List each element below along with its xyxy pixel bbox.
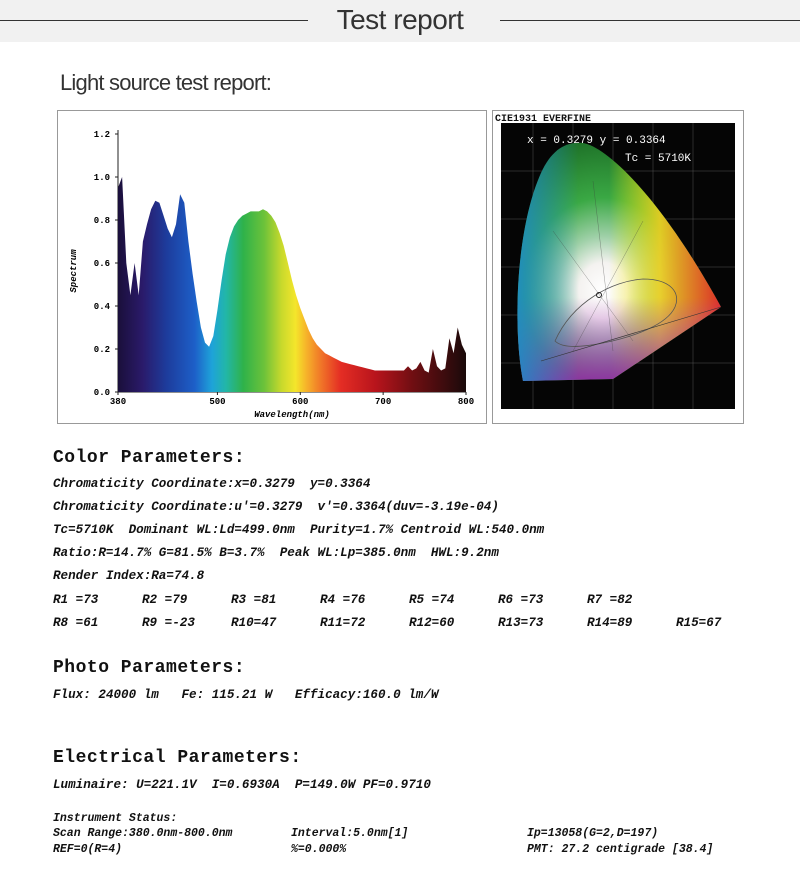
spectrum-xlabel: Wavelength(nm) — [254, 410, 330, 420]
chromaticity-uv-line: Chromaticity Coordinate:u'=0.3279 v'=0.3364(duv=-3.19e-04) — [53, 500, 499, 514]
report-subtitle: Light source test report: — [60, 70, 272, 95]
render-index-line: Render Index:Ra=74.8 — [53, 569, 205, 583]
x-tick-label: 600 — [292, 397, 309, 407]
instrument-ref: REF=0(R=4) — [53, 843, 123, 856]
y-tick-label: 0.0 — [93, 388, 110, 398]
x-tick-label: 380 — [109, 397, 127, 407]
render-value-r7: R7 =82 — [587, 593, 633, 607]
electrical-parameters-line: Luminaire: U=221.1V I=0.6930A P=149.0W PF=0.9710 — [53, 778, 431, 792]
color-parameters-title: Color Parameters: — [53, 448, 246, 468]
y-tick-label: 1.0 — [93, 173, 110, 183]
cie-color-temperature: Tc = 5710K — [625, 153, 692, 165]
page-title: Test report — [336, 4, 464, 35]
render-value-r2: R2 =79 — [142, 593, 188, 607]
instrument-percent: %=0.000% — [291, 843, 347, 856]
instrument-status-title: Instrument Status: — [53, 812, 178, 825]
spectrum-ylabel: Spectrum — [69, 249, 79, 293]
y-tick-label: 0.2 — [93, 345, 110, 355]
render-value-r8: R8 =61 — [53, 616, 99, 630]
render-value-r15: R15=67 — [676, 616, 722, 630]
render-value-r5: R5 =74 — [409, 593, 455, 607]
y-tick-label: 0.8 — [93, 216, 110, 226]
x-tick-label: 800 — [457, 397, 475, 407]
color-temperature-line: Tc=5710K Dominant WL:Ld=499.0nm Purity=1.7% Centroid WL:540.0nm — [53, 523, 545, 537]
spectrum-panel — [57, 110, 487, 424]
cie-chromaticity-diagram — [493, 111, 743, 423]
x-tick-label: 500 — [209, 397, 226, 407]
header-banner — [0, 0, 800, 42]
electrical-parameters-title: Electrical Parameters: — [53, 748, 302, 768]
photo-parameters-title: Photo Parameters: — [53, 658, 246, 678]
y-tick-label: 0.6 — [93, 259, 110, 269]
cie-coordinates: x = 0.3279 y = 0.3364 — [527, 135, 666, 147]
instrument-ip: Ip=13058(G=2,D=197) — [527, 827, 659, 840]
render-value-r3: R3 =81 — [231, 593, 277, 607]
render-value-r6: R6 =73 — [498, 593, 544, 607]
cie-header: CIE1931 EVERFINE — [495, 114, 592, 125]
render-value-r9: R9 =-23 — [142, 616, 195, 630]
render-value-r14: R14=89 — [587, 616, 633, 630]
render-value-r11: R11=72 — [320, 616, 366, 630]
y-tick-label: 0.4 — [93, 302, 110, 312]
chromaticity-xy-line: Chromaticity Coordinate:x=0.3279 y=0.3364 — [53, 477, 371, 491]
spectrum-area — [118, 177, 466, 392]
render-value-r1: R1 =73 — [53, 593, 99, 607]
spectrum-chart — [58, 111, 486, 423]
render-value-r10: R10=47 — [231, 616, 277, 630]
scan-interval: Interval:5.0nm[1] — [291, 827, 409, 840]
x-tick-label: 700 — [375, 397, 392, 407]
photo-parameters-line: Flux: 24000 lm Fe: 115.21 W Efficacy:160.0 lm/W — [53, 688, 439, 702]
y-tick-label: 1.2 — [93, 130, 110, 140]
instrument-pmt: PMT: 27.2 centigrade [38.4] — [527, 843, 714, 856]
render-value-r13: R13=73 — [498, 616, 544, 630]
cie-panel — [492, 110, 744, 424]
scan-range: Scan Range:380.0nm-800.0nm — [53, 827, 233, 840]
render-value-r12: R12=60 — [409, 616, 455, 630]
render-value-r4: R4 =76 — [320, 593, 366, 607]
ratio-line: Ratio:R=14.7% G=81.5% B=3.7% Peak WL:Lp=385.0nm HWL:9.2nm — [53, 546, 499, 560]
